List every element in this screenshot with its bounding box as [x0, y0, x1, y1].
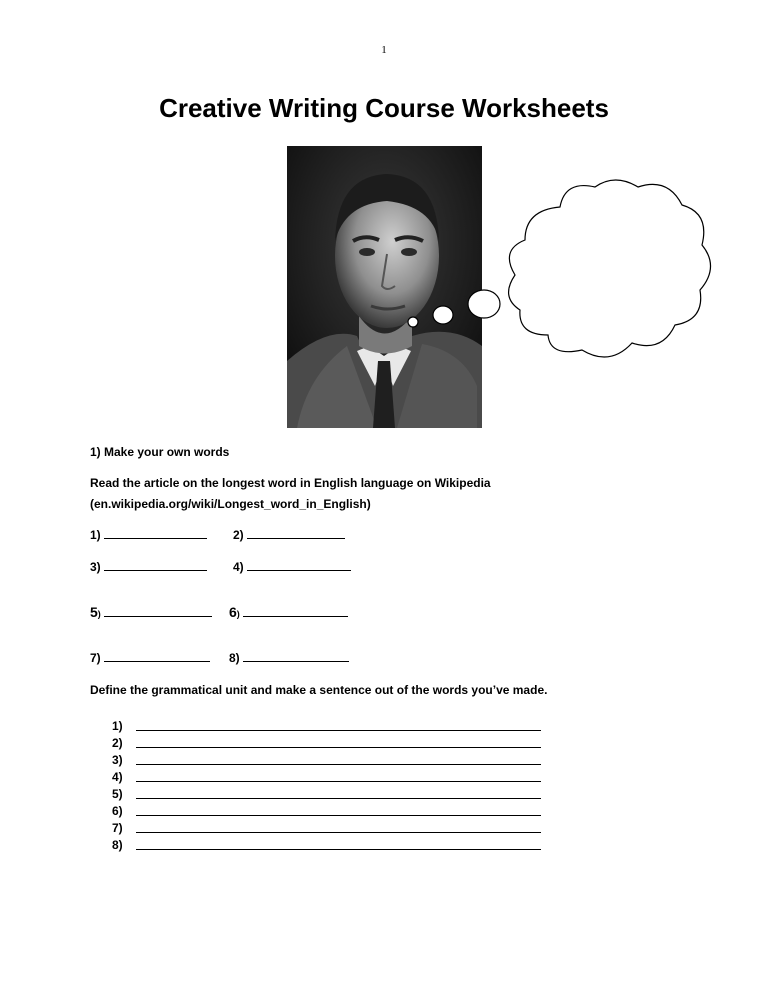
sentence-line — [136, 820, 541, 833]
sentence-list — [112, 718, 541, 854]
sentence-line — [136, 735, 541, 748]
word-blank-label: 2) — [233, 528, 244, 542]
word-blank-label: 4) — [233, 560, 244, 574]
sentence-row-5[interactable] — [112, 786, 541, 803]
sentence-line — [136, 752, 541, 765]
sentence-row-6[interactable] — [112, 803, 541, 820]
section1-heading: 1) Make your own words — [90, 445, 230, 459]
sentence-row-8[interactable] — [112, 837, 541, 854]
page-title: Creative Writing Course Worksheets — [159, 93, 609, 123]
blank-line — [104, 569, 207, 571]
sentence-row-7[interactable] — [112, 820, 541, 837]
word-blank-number: 6 — [229, 604, 237, 620]
sentence-number: 7) — [112, 821, 123, 835]
thought-cloud — [509, 180, 711, 357]
blank-line — [247, 537, 345, 539]
blank-line — [247, 569, 351, 571]
sentence-number: 6) — [112, 804, 123, 818]
word-blank-1[interactable] — [90, 528, 207, 542]
blank-line — [104, 660, 210, 662]
sentence-number: 2) — [112, 736, 123, 750]
word-blank-4[interactable] — [233, 560, 351, 574]
sentence-number: 8) — [112, 838, 123, 852]
word-blank-3[interactable] — [90, 560, 207, 574]
sentence-number: 3) — [112, 753, 123, 767]
sentence-row-3[interactable] — [112, 752, 541, 769]
thought-bubble-dot-large — [468, 290, 500, 318]
page-number: 1 — [381, 44, 387, 56]
word-blank-label: 7) — [90, 651, 101, 665]
instruction-line-1: Read the article on the longest word in English language on Wikipedia — [90, 476, 491, 490]
word-blank-7[interactable] — [90, 651, 210, 665]
section2-heading: Define the grammatical unit and make a sentence out of the words you’ve made. — [90, 683, 548, 697]
word-blank-paren: ) — [236, 609, 240, 619]
word-blank-label: 3) — [90, 560, 101, 574]
sentence-number: 4) — [112, 770, 123, 784]
blank-line — [104, 537, 207, 539]
thought-bubble — [400, 175, 720, 365]
blank-line — [104, 615, 212, 617]
sentence-row-1[interactable] — [112, 718, 541, 735]
word-blank-number: 5 — [90, 604, 98, 620]
thought-bubble-dot-small — [408, 317, 418, 327]
word-blank-label: 8) — [229, 651, 240, 665]
blank-line — [243, 660, 349, 662]
word-blank-8[interactable] — [229, 651, 349, 665]
sentence-line — [136, 769, 541, 782]
sentence-row-4[interactable] — [112, 769, 541, 786]
blank-line — [243, 615, 348, 617]
sentence-line — [136, 837, 541, 850]
sentence-line — [136, 718, 541, 731]
sentence-row-2[interactable] — [112, 735, 541, 752]
thought-bubble-dot-medium — [433, 306, 453, 324]
sentence-number: 1) — [112, 719, 123, 733]
sentence-line — [136, 786, 541, 799]
sentence-line — [136, 803, 541, 816]
word-blank-5[interactable] — [90, 604, 212, 620]
instruction-line-2: (en.wikipedia.org/wiki/Longest_word_in_English) — [90, 497, 371, 511]
word-blank-2[interactable] — [233, 528, 345, 542]
word-blank-label: 1) — [90, 528, 101, 542]
word-blank-6[interactable] — [229, 604, 348, 620]
word-blank-paren: ) — [97, 609, 101, 619]
sentence-number: 5) — [112, 787, 123, 801]
